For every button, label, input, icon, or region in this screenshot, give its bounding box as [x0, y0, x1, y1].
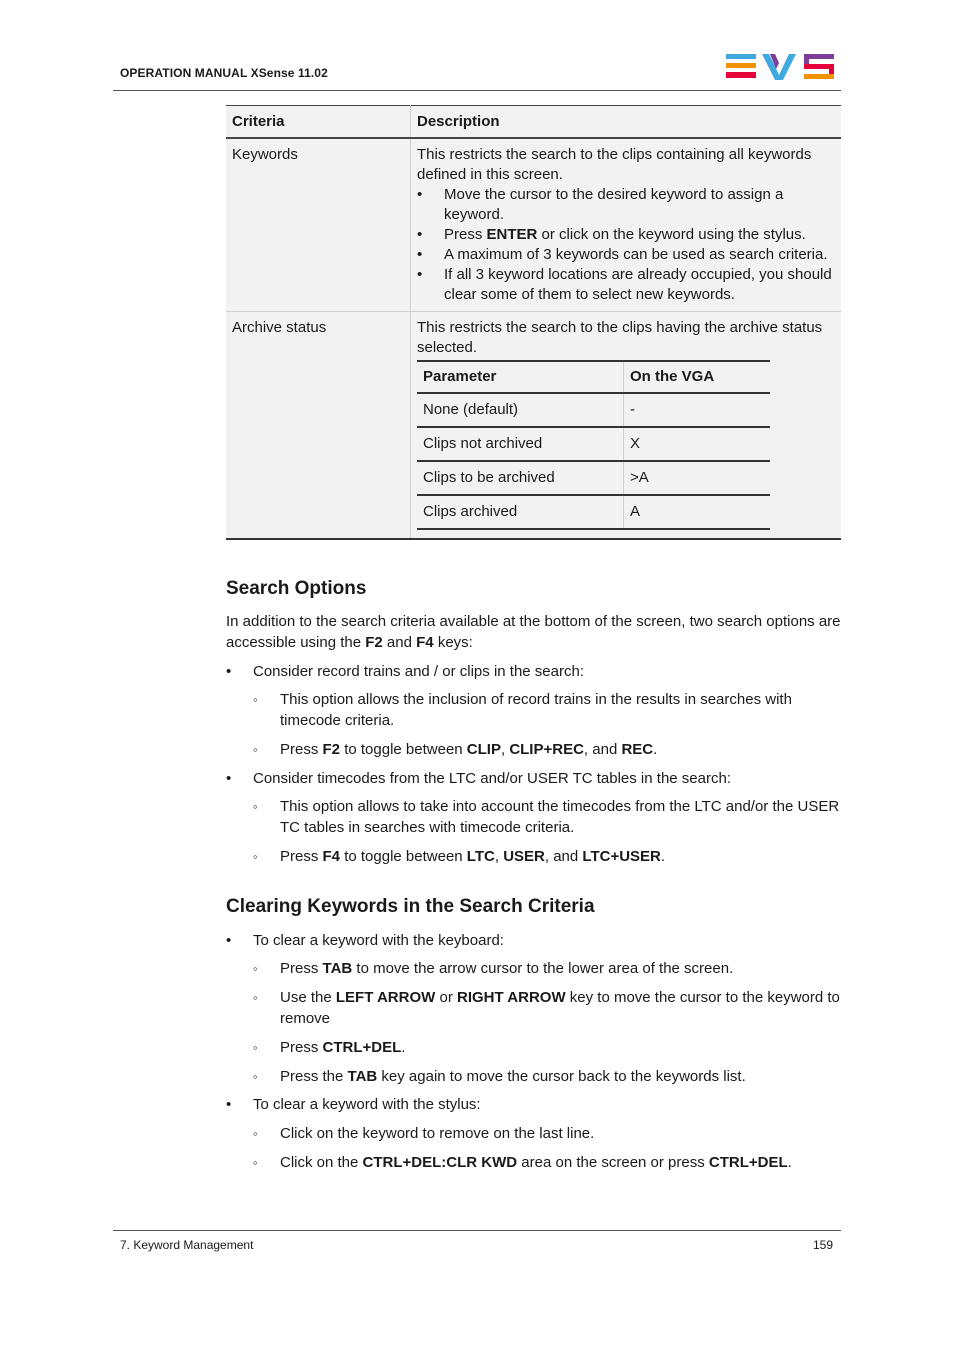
table-row [417, 461, 770, 495]
table-row-archive-status [226, 312, 841, 540]
list-item: ◦ Press the TAB key again to move the cursor back to the keywords list. [226, 1066, 841, 1087]
list-item: • If all 3 keyword locations are already occupied, you should clear some of them to select new keywords. [417, 265, 835, 305]
description-cell [411, 138, 842, 312]
header-rule [113, 90, 841, 91]
list-item: • A maximum of 3 keywords can be used as search criteria. [417, 245, 835, 265]
list-item: • Move the cursor to the desired keyword to assign a keyword. [417, 185, 835, 225]
section-title-search-options: Search Options [226, 578, 367, 599]
header-title: OPERATION MANUAL XSense 11.02 [120, 66, 328, 80]
list-item: • To clear a keyword with the keyboard: [226, 930, 841, 951]
description-bullets [417, 185, 835, 305]
body-content [226, 576, 841, 1173]
table-row [417, 393, 770, 427]
description-intro: This restricts the search to the clips containing all keywords defined in this screen. [417, 146, 812, 183]
page-number: 159 [812, 1238, 833, 1252]
evs-logo [724, 52, 836, 82]
list-item: ◦ Press F4 to toggle between LTC, USER, and LTC+USER. [226, 846, 841, 867]
list-item: ◦ Click on the CTRL+DEL:CLR KWD area on the screen or press CTRL+DEL. [226, 1152, 841, 1173]
col-header-on-the-vga: On the VGA [624, 361, 771, 393]
archive-parameter-table [417, 360, 770, 530]
list-item: • Consider timecodes from the LTC and/or USER TC tables in the search: [226, 768, 841, 789]
vga-cell: A [624, 495, 771, 529]
parameter-cell: Clips not archived [417, 427, 624, 461]
list-item: • Press ENTER or click on the keyword using the stylus. [417, 225, 835, 245]
list-item: ◦ Press F2 to toggle between CLIP, CLIP+REC, and REC. [226, 739, 841, 760]
criteria-table [226, 105, 841, 540]
list-item: ◦ Click on the keyword to remove on the last line. [226, 1123, 841, 1144]
col-header-description: Description [411, 106, 842, 139]
vga-cell: X [624, 427, 771, 461]
table-row [417, 495, 770, 529]
list-item: ◦ This option allows the inclusion of record trains in the results in searches with timecode criteria. [226, 689, 841, 731]
description-cell [411, 312, 842, 540]
col-header-criteria: Criteria [226, 106, 411, 139]
parameter-cell: Clips to be archived [417, 461, 624, 495]
vga-cell: - [624, 393, 771, 427]
section-title-clearing-keywords: Clearing Keywords in the Search Criteria [226, 896, 595, 917]
list-item: ◦ Press CTRL+DEL. [226, 1037, 841, 1058]
table-row [417, 427, 770, 461]
footer-chapter: 7. Keyword Management [120, 1238, 254, 1252]
list-item: ◦ Press TAB to move the arrow cursor to the lower area of the screen. [226, 958, 841, 979]
list-item: ◦ Use the LEFT ARROW or RIGHT ARROW key to move the cursor to the keyword to remove [226, 987, 841, 1029]
parameter-cell: None (default) [417, 393, 624, 427]
criteria-cell: Keywords [226, 138, 411, 312]
criteria-cell: Archive status [226, 312, 411, 540]
parameter-cell: Clips archived [417, 495, 624, 529]
list-item: • To clear a keyword with the stylus: [226, 1094, 841, 1115]
footer-rule [113, 1230, 841, 1231]
description-intro: This restricts the search to the clips having the archive status selected. [417, 319, 823, 356]
list-item: • Consider record trains and / or clips in the search: [226, 661, 841, 682]
vga-cell: >A [624, 461, 771, 495]
table-row-keywords [226, 138, 841, 312]
col-header-parameter: Parameter [417, 361, 624, 393]
paragraph: In addition to the search criteria available at the bottom of the screen, two search options are accessible using the F2 and F4 keys: [226, 613, 841, 651]
list-item: ◦ This option allows to take into account the timecodes from the LTC and/or the USER TC tables in searches with timecode criteria. [226, 796, 841, 838]
